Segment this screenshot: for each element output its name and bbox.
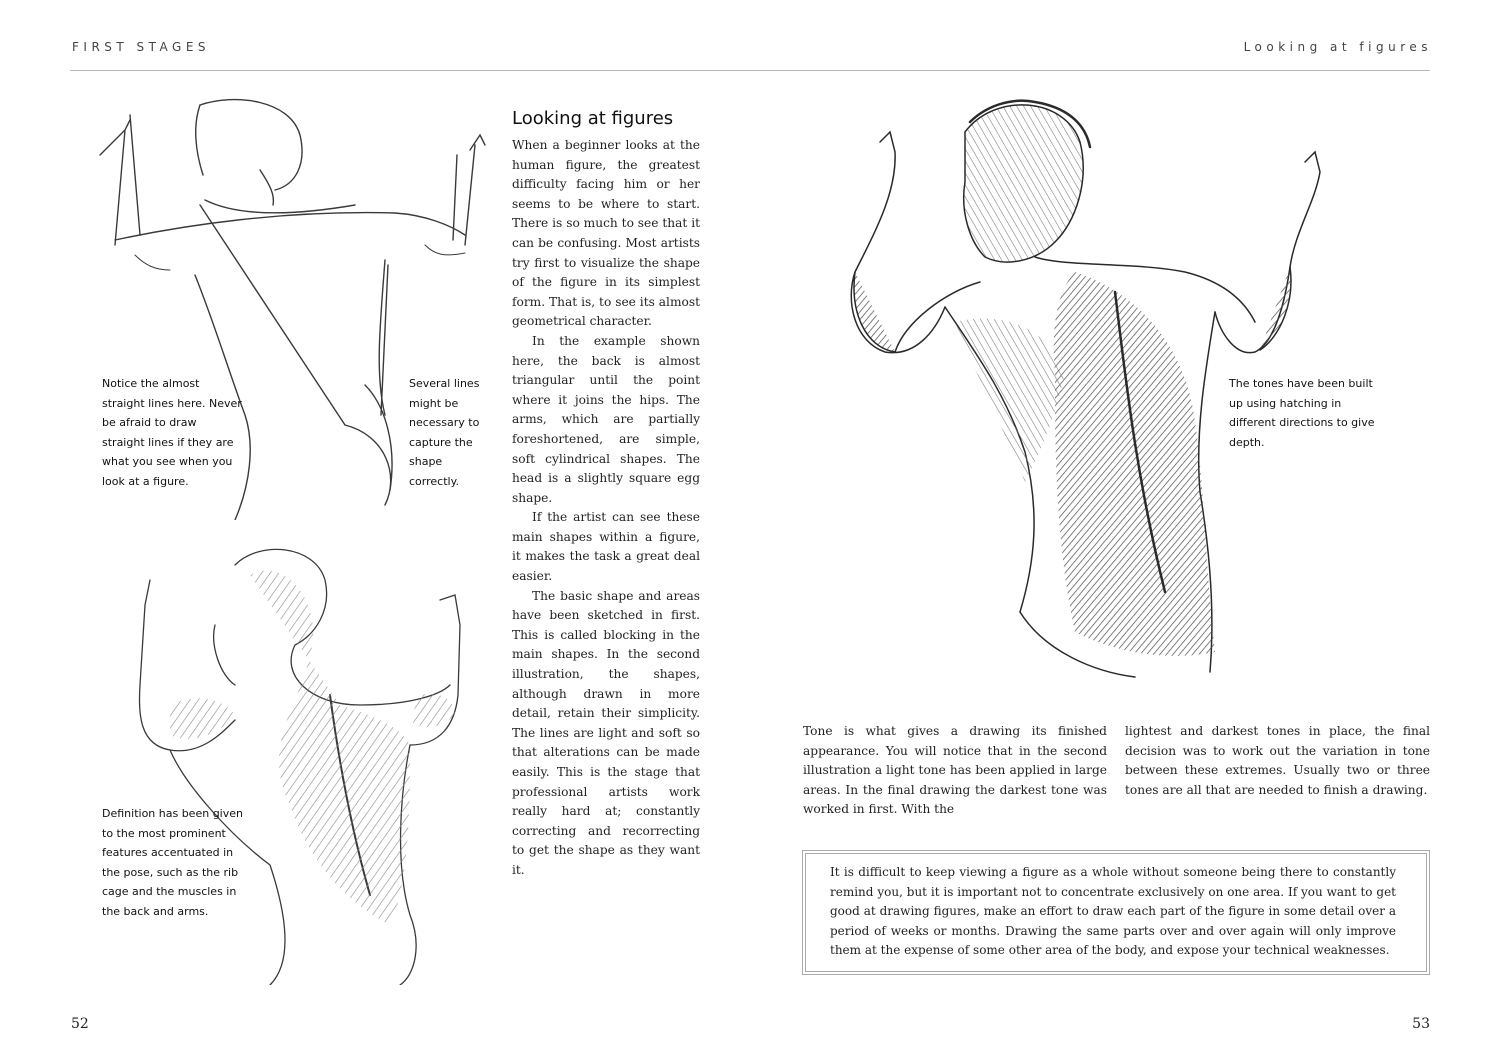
tip-text: It is difficult to keep viewing a figure as a whole without someone being there to constantly remind you, but it is important not to concentrate exclusively on one area. If you want to get good at drawing figures, make an effort to draw each part of the figure in some detail over a period of weeks or months. Drawing the same parts over and over again will only improve them at the expense of some other area of the body, and expose your technical weaknesses. — [830, 865, 1396, 958]
article-paragraph: When a beginner looks at the human figure, the greatest difficulty facing him or her seems to be where to start. There is so much to see that it can be confusing. Most artists try first to visualize the shape of the figure in its simplest form. That is, to see its almost geometrical character. — [512, 138, 700, 329]
article-title: Looking at figures — [512, 108, 674, 129]
page-number-left: 52 — [71, 1016, 89, 1032]
article-paragraph: The basic shape and areas have been sketched in first. This is called blocking in the main shapes. In the second illustration, the shapes, although drawn in more detail, retain their simplicity. The lines are light and soft so that alterations can be made easily. This is the stage that professional artists work really hard at; constantly correcting and recorrecting to get the shape as they want it. — [512, 588, 700, 877]
article-paragraph: In the example shown here, the back is almost triangular until the point where it joins the hips. The arms, which are partially foreshortened, are simple, soft cylindrical shapes. The head is a slightly square egg shape. — [512, 333, 700, 505]
running-head-left: FIRST STAGES — [72, 40, 211, 54]
tone-text-left: Tone is what gives a drawing its finished appearance. You will notice that in the second illustration a light tone has been applied in large areas. In the final drawing the darkest tone was worked in first. With the — [803, 724, 1107, 817]
article-body — [512, 136, 700, 881]
caption-several-lines: Several lines might be necessary to capture the shape correctly. — [409, 377, 480, 488]
caption-definition: Definition has been given to the most prominent features accentuated in the pose, such as the rib cage and the muscles in the back and arms. — [102, 807, 243, 918]
article-paragraph: If the artist can see these main shapes within a figure, it makes the task a great deal easier. — [512, 510, 700, 584]
header-rule — [70, 70, 1430, 71]
tip-box — [802, 850, 1430, 975]
caption-tones: The tones have been built up using hatching in different directions to give depth. — [1229, 377, 1375, 449]
tone-text-right: lightest and darkest tones in place, the final decision was to work out the variation in tone between these extremes. Usually two or three tones are all that are needed to finish a drawing. — [1125, 724, 1430, 797]
running-head-right: Looking at figures — [1243, 40, 1432, 54]
page-number-right: 53 — [1412, 1016, 1430, 1032]
caption-straight-lines: Notice the almost straight lines here. Never be afraid to draw straight lines if they are what you see when you look at a figure. — [102, 377, 242, 488]
